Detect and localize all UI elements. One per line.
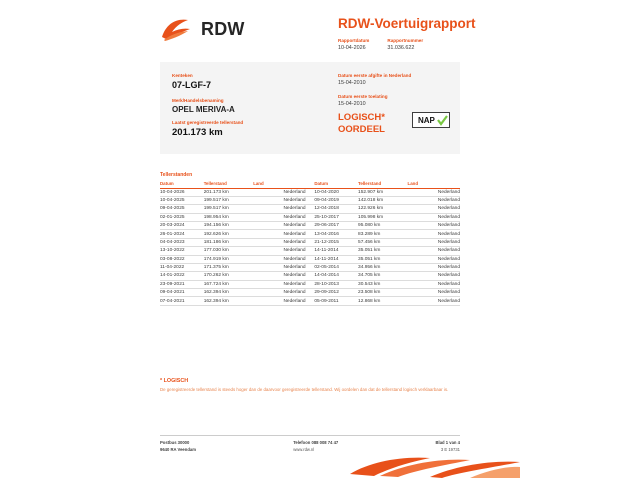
- th-country-right: Land: [408, 181, 460, 188]
- cell-mileage-right: 34.956 km: [358, 263, 408, 271]
- cell-mileage-right: 152.907 km: [358, 188, 408, 196]
- table-row: [160, 263, 460, 271]
- odometer-history-title: Tellerstanden: [160, 172, 193, 178]
- cell-country-right: Nederland: [408, 272, 460, 280]
- verdict-line-2: OORDEEL: [338, 124, 385, 135]
- first-registration-value: 15-04-2010: [338, 101, 366, 107]
- cell-country-right: Nederland: [408, 213, 460, 221]
- first-admission-label: Datum eerste afgifte in Nederland: [338, 73, 412, 78]
- footnote-title: * LOGISCH: [160, 378, 189, 384]
- cell-country-right: Nederland: [408, 230, 460, 238]
- cell-mileage-right: 122.926 km: [358, 205, 408, 213]
- footer-address-line1: Postbus 30000: [160, 440, 190, 445]
- cell-mileage-left: 162.394 km: [204, 289, 254, 297]
- cell-gap: [306, 230, 315, 238]
- last-mileage-label: Laatst geregistreerde tellerstand: [172, 120, 244, 125]
- footer-page-number: Blad 1 van 4: [435, 440, 460, 445]
- footer-address: [160, 440, 196, 453]
- meta-report-number-value: 31.036.622: [387, 45, 415, 51]
- verdict-line-1: LOGISCH*: [338, 112, 385, 123]
- table-row: [160, 188, 460, 196]
- cell-gap: [306, 263, 315, 271]
- table-row: [160, 272, 460, 280]
- cell-date-left: 11-04-2022: [160, 263, 204, 271]
- footer-address-line2: 9640 RA Veendam: [160, 446, 196, 452]
- cell-country-right: Nederland: [408, 238, 460, 246]
- odometer-history-table: [160, 181, 460, 306]
- nap-badge-icon: [412, 112, 450, 128]
- cell-country-left: Nederland: [253, 230, 305, 238]
- cell-date-right: 05-09-2011: [314, 297, 358, 305]
- table-row: [160, 247, 460, 255]
- verdict-block: [338, 112, 385, 136]
- table-row: [160, 230, 460, 238]
- cell-date-left: 09-04-2021: [160, 289, 204, 297]
- odometer-history-section: [160, 172, 460, 306]
- cell-country-right: Nederland: [408, 297, 460, 305]
- table-row: [160, 280, 460, 288]
- table-row: [160, 238, 460, 246]
- cell-mileage-right: 105.998 km: [358, 213, 408, 221]
- cell-mileage-left: 162.394 km: [204, 297, 254, 305]
- th-date-right: Datum: [314, 181, 358, 188]
- cell-mileage-left: 181.186 km: [204, 238, 254, 246]
- table-row: [160, 205, 460, 213]
- cell-date-right: 10-04-2020: [314, 188, 358, 196]
- cell-mileage-left: 199.517 km: [204, 205, 254, 213]
- cell-country-left: Nederland: [253, 222, 305, 230]
- table-header-row: [160, 181, 460, 188]
- th-mileage-right: Tellerstand: [358, 181, 408, 188]
- cell-mileage-left: 174.919 km: [204, 255, 254, 263]
- cell-mileage-left: 192.626 km: [204, 230, 254, 238]
- cell-date-right: 28-10-2013: [314, 280, 358, 288]
- cell-country-left: Nederland: [253, 238, 305, 246]
- report-meta: [338, 37, 423, 52]
- cell-date-left: 10-04-2026: [160, 188, 204, 196]
- cell-mileage-right: 23.508 km: [358, 289, 408, 297]
- cell-mileage-left: 167.724 km: [204, 280, 254, 288]
- vehicle-info-right: [338, 72, 456, 108]
- cell-country-right: Nederland: [408, 255, 460, 263]
- cell-date-right: 14-11-2014: [314, 255, 358, 263]
- cell-date-right: 13-04-2016: [314, 230, 358, 238]
- last-mileage-value: 201.173 km: [172, 127, 223, 138]
- footer-phone: Telefoon 088 008 74 47: [293, 440, 339, 445]
- cell-mileage-left: 194.156 km: [204, 222, 254, 230]
- table-row: [160, 213, 460, 221]
- cell-mileage-left: 177.030 km: [204, 247, 254, 255]
- cell-date-left: 04-04-2023: [160, 238, 204, 246]
- meta-report-number-label: Rapportnummer: [387, 38, 424, 43]
- cell-date-left: 09-04-2025: [160, 205, 204, 213]
- cell-country-right: Nederland: [408, 289, 460, 297]
- cell-gap: [306, 188, 315, 196]
- meta-report-date-label: Rapportdatum: [338, 38, 370, 43]
- table-row: [160, 255, 460, 263]
- cell-date-right: 09-04-2019: [314, 196, 358, 204]
- cell-gap: [306, 289, 315, 297]
- cell-mileage-left: 198.954 km: [204, 213, 254, 221]
- cell-country-left: Nederland: [253, 247, 305, 255]
- meta-report-date-value: 10-04-2026: [338, 45, 366, 51]
- cell-date-left: 02-01-2025: [160, 213, 204, 221]
- plate-value: 07-LGF-7: [172, 80, 212, 90]
- meta-report-date: [338, 37, 369, 52]
- cell-mileage-left: 171.375 km: [204, 263, 254, 271]
- cell-date-left: 14-01-2022: [160, 272, 204, 280]
- cell-country-left: Nederland: [253, 297, 305, 305]
- report-header: [160, 12, 476, 58]
- cell-date-right: 29-09-2012: [314, 289, 358, 297]
- cell-country-left: Nederland: [253, 188, 305, 196]
- cell-date-right: 21-12-2015: [314, 238, 358, 246]
- cell-country-right: Nederland: [408, 247, 460, 255]
- cell-country-left: Nederland: [253, 272, 305, 280]
- rdw-logo-text: RDW: [201, 18, 245, 39]
- make-value: OPEL MERIVA-A: [172, 105, 235, 114]
- rdw-flame-icon: [160, 16, 194, 42]
- cell-date-left: 23-09-2021: [160, 280, 204, 288]
- cell-country-left: Nederland: [253, 213, 305, 221]
- vehicle-info-left: [172, 72, 322, 115]
- cell-country-left: Nederland: [253, 263, 305, 271]
- footer-flame-graphic: [350, 448, 520, 478]
- table-row: [160, 297, 460, 305]
- rdw-logo: [160, 16, 245, 42]
- cell-mileage-right: 34.705 km: [358, 272, 408, 280]
- cell-gap: [306, 247, 315, 255]
- cell-mileage-left: 201.173 km: [204, 188, 254, 196]
- plate-label: Kenteken: [172, 73, 193, 78]
- cell-mileage-right: 30.543 km: [358, 280, 408, 288]
- cell-mileage-left: 199.517 km: [204, 196, 254, 204]
- cell-date-left: 03-08-2022: [160, 255, 204, 263]
- cell-gap: [306, 222, 315, 230]
- cell-country-left: Nederland: [253, 280, 305, 288]
- cell-mileage-right: 83.289 km: [358, 230, 408, 238]
- cell-date-right: 25-10-2017: [314, 213, 358, 221]
- cell-country-left: Nederland: [253, 196, 305, 204]
- cell-gap: [306, 205, 315, 213]
- table-row: [160, 196, 460, 204]
- cell-date-right: 02-05-2014: [314, 263, 358, 271]
- cell-gap: [306, 272, 315, 280]
- cell-country-right: Nederland: [408, 205, 460, 213]
- footnote-block: [160, 378, 450, 394]
- cell-mileage-right: 142.018 km: [358, 196, 408, 204]
- cell-gap: [306, 297, 315, 305]
- cell-gap: [306, 280, 315, 288]
- table-row: [160, 222, 460, 230]
- th-country-left: Land: [253, 181, 305, 188]
- cell-country-left: Nederland: [253, 289, 305, 297]
- cell-gap: [306, 213, 315, 221]
- cell-date-right: 14-11-2014: [314, 247, 358, 255]
- vehicle-info-panel: [160, 62, 460, 154]
- cell-date-left: 20-03-2024: [160, 222, 204, 230]
- footnote-text: De geregistreerde tellerstand is steeds hoger dan de daarvoor geregistreerde tellerstand. Wij oordelen dan dat de tellerstand logisch verklaarbaar is.: [160, 387, 449, 392]
- cell-country-right: Nederland: [408, 263, 460, 271]
- table-row: [160, 289, 460, 297]
- cell-country-left: Nederland: [253, 205, 305, 213]
- cell-date-right: 14-04-2014: [314, 272, 358, 280]
- cell-mileage-right: 12.868 km: [358, 297, 408, 305]
- cell-country-right: Nederland: [408, 222, 460, 230]
- cell-date-right: 29-06-2017: [314, 222, 358, 230]
- cell-mileage-left: 170.262 km: [204, 272, 254, 280]
- cell-date-left: 07-04-2021: [160, 297, 204, 305]
- th-gap: [306, 181, 315, 188]
- cell-country-right: Nederland: [408, 188, 460, 196]
- first-registration-label: Datum eerste toelating: [338, 94, 388, 99]
- cell-mileage-right: 57.456 km: [358, 238, 408, 246]
- cell-mileage-right: 35.051 km: [358, 247, 408, 255]
- cell-mileage-right: 95.080 km: [358, 222, 408, 230]
- cell-date-left: 26-01-2024: [160, 230, 204, 238]
- cell-mileage-right: 35.051 km: [358, 255, 408, 263]
- meta-report-number: [387, 37, 423, 52]
- cell-gap: [306, 238, 315, 246]
- cell-country-right: Nederland: [408, 196, 460, 204]
- make-label: Merk/Handelsbenaming: [172, 98, 224, 103]
- cell-date-left: 13-10-2022: [160, 247, 204, 255]
- th-date-left: Datum: [160, 181, 204, 188]
- first-admission-value: 15-04-2010: [338, 80, 366, 86]
- cell-gap: [306, 255, 315, 263]
- th-mileage-left: Tellerstand: [204, 181, 254, 188]
- document-title: RDW-Voertuigrapport: [338, 16, 476, 31]
- footer-website[interactable]: www.rdw.nl: [293, 446, 315, 452]
- cell-country-right: Nederland: [408, 280, 460, 288]
- cell-date-right: 12-04-2018: [314, 205, 358, 213]
- cell-date-left: 10-04-2025: [160, 196, 204, 204]
- cell-country-left: Nederland: [253, 255, 305, 263]
- cell-gap: [306, 196, 315, 204]
- footer-contact: [293, 440, 338, 453]
- footer-doc-code: 3 E 19731: [440, 446, 460, 452]
- svg-text:NAP: NAP: [418, 116, 435, 125]
